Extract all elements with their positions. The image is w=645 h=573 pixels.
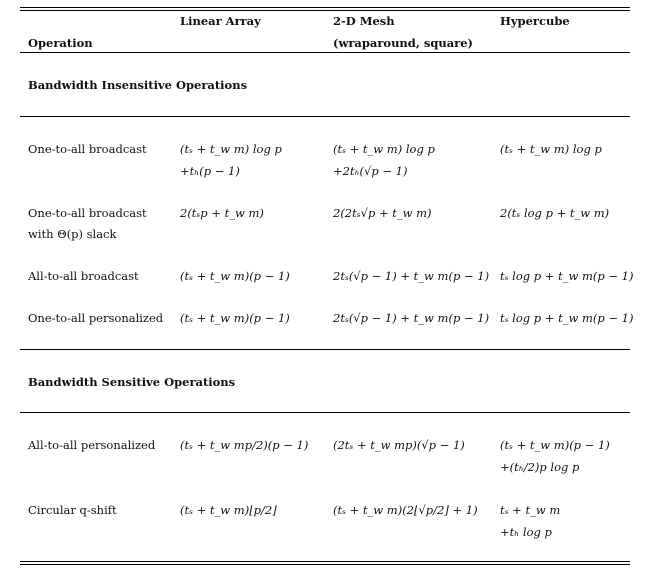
header-mesh-line2: (wraparound, square) bbox=[333, 36, 473, 50]
row-mesh: 2tₛ(√p − 1) + t_w m(p − 1) bbox=[333, 269, 490, 283]
row-op: All-to-all broadcast bbox=[28, 269, 139, 283]
row-mesh: 2tₛ(√p − 1) + t_w m(p − 1) bbox=[333, 311, 490, 325]
header-linear-array: Linear Array bbox=[180, 14, 261, 28]
section-title-sensitive: Bandwidth Sensitive Operations bbox=[28, 375, 236, 389]
row-hypercube: tₛ log p + t_w m(p − 1) bbox=[500, 311, 634, 325]
row-op: Circular q-shift bbox=[28, 503, 117, 517]
row-op: One-to-all broadcast bbox=[28, 142, 147, 156]
row-hypercube: (tₛ + t_w m)(p − 1) bbox=[500, 438, 610, 452]
row-hypercube: (tₛ + t_w m) log p bbox=[500, 142, 602, 156]
row-mesh: 2(2tₛ√p + t_w m) bbox=[333, 206, 432, 220]
row-linear: (tₛ + t_w m) log p bbox=[180, 142, 282, 156]
section-rule-sensitive bbox=[20, 412, 630, 413]
header-hypercube: Hypercube bbox=[500, 14, 570, 28]
row-linear: (tₛ + t_w m)(p − 1) bbox=[180, 269, 290, 283]
section-title-insensitive: Bandwidth Insensitive Operations bbox=[28, 78, 248, 92]
top-rule-inner bbox=[20, 10, 630, 11]
header-mesh-line1: 2-D Mesh bbox=[333, 14, 395, 28]
row-linear: (tₛ + t_w mp/2)(p − 1) bbox=[180, 438, 309, 452]
row-hypercube-cont: +tₕ log p bbox=[500, 525, 552, 539]
row-hypercube-cont: +(tₕ/2)p log p bbox=[500, 460, 580, 474]
row-op: One-to-all personalized bbox=[28, 311, 164, 325]
row-linear: 2(tₛp + t_w m) bbox=[180, 206, 264, 220]
bottom-rule bbox=[20, 564, 630, 565]
row-mesh-cont: +2tₕ(√p − 1) bbox=[333, 164, 408, 178]
top-rule bbox=[20, 7, 630, 8]
section-rule-insensitive bbox=[20, 116, 630, 117]
row-hypercube: 2(tₛ log p + t_w m) bbox=[500, 206, 610, 220]
section-divider bbox=[20, 349, 630, 350]
row-op: All-to-all personalized bbox=[28, 438, 156, 452]
header-operation: Operation bbox=[28, 36, 93, 50]
row-linear: (tₛ + t_w m)⌊p/2⌋ bbox=[180, 503, 277, 517]
row-linear-cont: +tₕ(p − 1) bbox=[180, 164, 240, 178]
row-op-cont: with Θ(p) slack bbox=[28, 227, 117, 241]
row-hypercube: tₛ log p + t_w m(p − 1) bbox=[500, 269, 634, 283]
row-mesh: (tₛ + t_w m) log p bbox=[333, 142, 435, 156]
header-rule bbox=[20, 52, 630, 53]
row-linear: (tₛ + t_w m)(p − 1) bbox=[180, 311, 290, 325]
row-mesh: (tₛ + t_w m)(2⌊√p/2⌋ + 1) bbox=[333, 503, 478, 517]
bottom-rule-inner bbox=[20, 561, 630, 562]
row-op: One-to-all broadcast bbox=[28, 206, 147, 220]
row-hypercube: tₛ + t_w m bbox=[500, 503, 561, 517]
row-mesh: (2tₛ + t_w mp)(√p − 1) bbox=[333, 438, 465, 452]
